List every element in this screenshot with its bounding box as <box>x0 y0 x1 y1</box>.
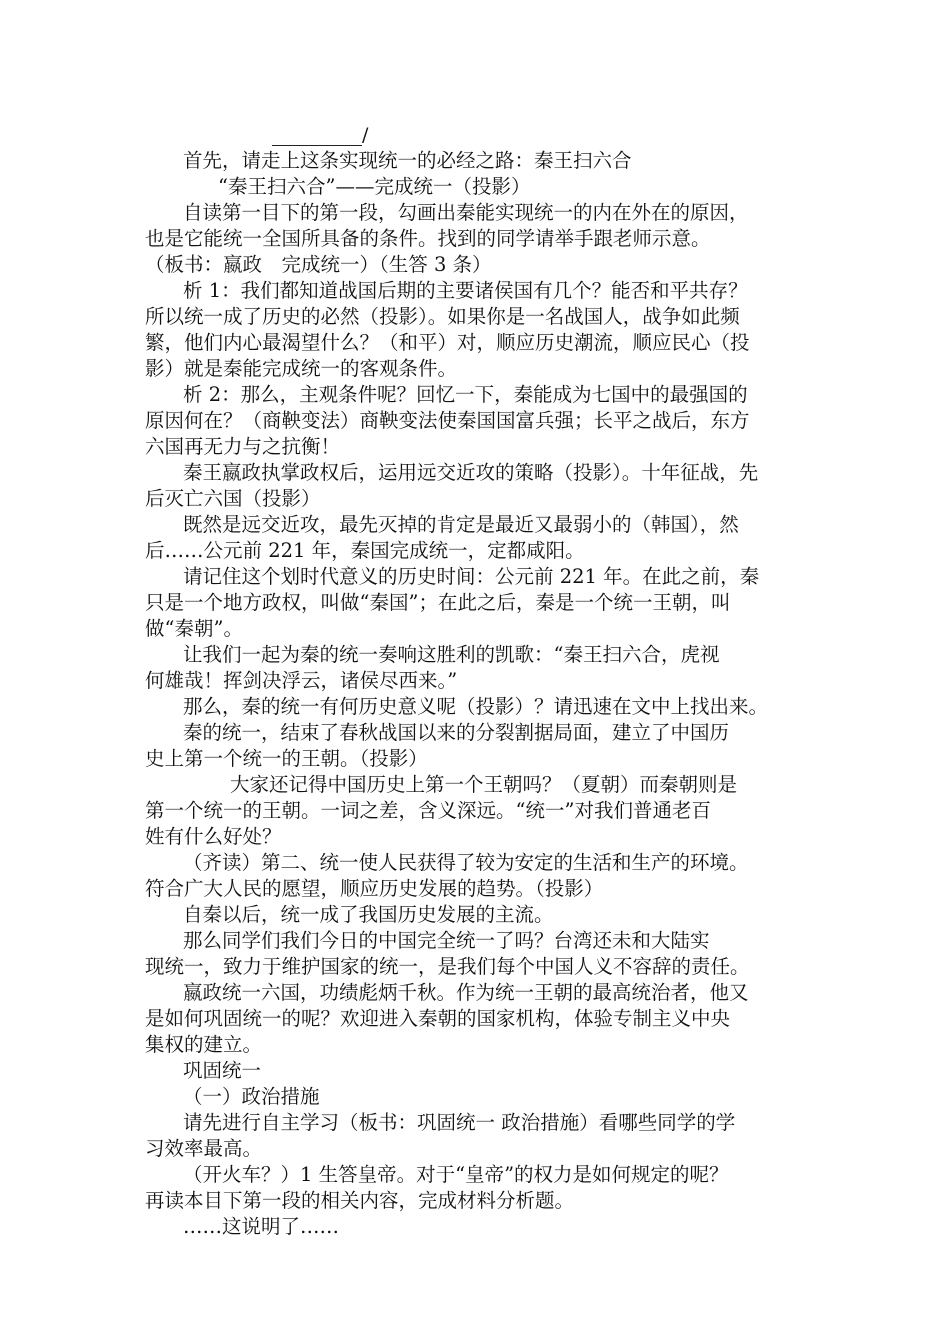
text-line: 首先，请走上这条实现统一的必经之路：秦王扫六合 <box>183 149 632 172</box>
slash-mark: / <box>362 124 369 146</box>
text-line: 是如何巩固统一的呢？欢迎进入秦朝的国家机构，体验专制主义中央 <box>145 1007 731 1030</box>
text-line: 六国再无力与之抗衡！ <box>145 435 341 458</box>
text-line: 嬴政统一六国，功绩彪炳千秋。作为统一王朝的最高统治者，他又 <box>183 981 749 1004</box>
text-line: 所以统一成了历史的必然（投影）。如果你是一名战国人，战争如此频 <box>145 305 740 328</box>
text-line: 符合广大人民的愿望，顺应历史发展的趋势。（投影） <box>145 877 604 900</box>
text-line: 秦王嬴政执掌政权后，运用远交近攻的策略（投影）。十年征战，先 <box>183 461 759 484</box>
text-line: 那么同学们我们今日的中国完全统一了吗？台湾还未和大陆实 <box>183 929 710 952</box>
text-line: 请先进行自主学习（板书：巩固统一 政治措施）看哪些同学的学 <box>183 1111 736 1134</box>
text-line: 既然是远交近攻，最先灭掉的肯定是最近又最弱小的（韩国），然 <box>183 513 739 536</box>
text-line: 再读本目下第一段的相关内容，完成材料分析题。 <box>145 1189 575 1212</box>
text-line: 集权的建立。 <box>145 1033 263 1056</box>
text-line: （板书：嬴政 完成统一）（生答 3 条） <box>145 253 492 276</box>
text-line: ……这说明了…… <box>183 1215 340 1238</box>
text-line: （齐读）第二、统一使人民获得了较为安定的生活和生产的环境。 <box>183 851 749 874</box>
text-line: 习效率最高。 <box>145 1137 263 1160</box>
text-line: 析 2：那么，主观条件呢？回忆一下，秦能成为七国中的最强国的 <box>183 383 748 406</box>
text-line: 第一个统一的王朝。一词之差，含义深远。“统一”对我们普通老百 <box>145 799 711 822</box>
subsection-heading: （一）政治措施 <box>183 1085 320 1108</box>
text-line: 现统一，致力于维护国家的统一，是我们每个中国人义不容辞的责任。 <box>145 955 750 978</box>
text-line: 自读第一目下的第一段，勾画出秦能实现统一的内在外在的原因， <box>183 201 749 224</box>
text-line: 做“秦朝”。 <box>145 617 243 640</box>
section-heading: 巩固统一 <box>183 1059 262 1082</box>
section-heading: “秦王扫六合”——完成统一（投影） <box>218 175 531 198</box>
text-line: 大家还记得中国历史上第一个王朝吗？（夏朝）而秦朝则是 <box>230 773 738 796</box>
text-line: 姓有什么好处？ <box>145 825 282 848</box>
text-line: 请记住这个划时代意义的历史时间：公元前 221 年。在此之前，秦 <box>183 565 760 588</box>
text-line: 影）就是秦能完成统一的客观条件。 <box>145 357 458 380</box>
text-line: 繁，他们内心最渴望什么？（和平）对，顺应历史潮流，顺应民心（投 <box>145 331 750 354</box>
text-line: 析 1：我们都知道战国后期的主要诸侯国有几个？能否和平共存？ <box>183 279 748 302</box>
text-line: 后灭亡六国（投影） <box>145 487 321 510</box>
text-line: 自秦以后，统一成了我国历史发展的主流。 <box>183 903 554 926</box>
text-line: 秦的统一，结束了春秋战国以来的分裂割据局面，建立了中国历 <box>183 721 730 744</box>
text-line: 只是一个地方政权，叫做“秦国”；在此之后，秦是一个统一王朝，叫 <box>145 591 731 614</box>
text-line: 后……公元前 221 年，秦国完成统一，定都咸阳。 <box>145 539 585 562</box>
text-line: 让我们一起为秦的统一奏响这胜利的凯歌：“秦王扫六合，虎视 <box>183 643 720 666</box>
fill-in-blank-line <box>272 145 362 146</box>
text-line: 也是它能统一全国所具备的条件。找到的同学请举手跟老师示意。 <box>145 227 711 250</box>
text-line: 何雄哉！挥剑决浮云，诸侯尽西来。” <box>145 669 458 692</box>
text-line: 那么，秦的统一有何历史意义呢（投影）？请迅速在文中上找出来。 <box>183 695 769 718</box>
text-line: 原因何在？（商鞅变法）商鞅变法使秦国国富兵强；长平之战后，东方 <box>145 409 750 432</box>
text-line: 史上第一个统一的王朝。（投影） <box>145 747 428 770</box>
text-line: （开火车？）1 生答皇帝。对于“皇帝”的权力是如何规定的呢？ <box>183 1163 729 1186</box>
